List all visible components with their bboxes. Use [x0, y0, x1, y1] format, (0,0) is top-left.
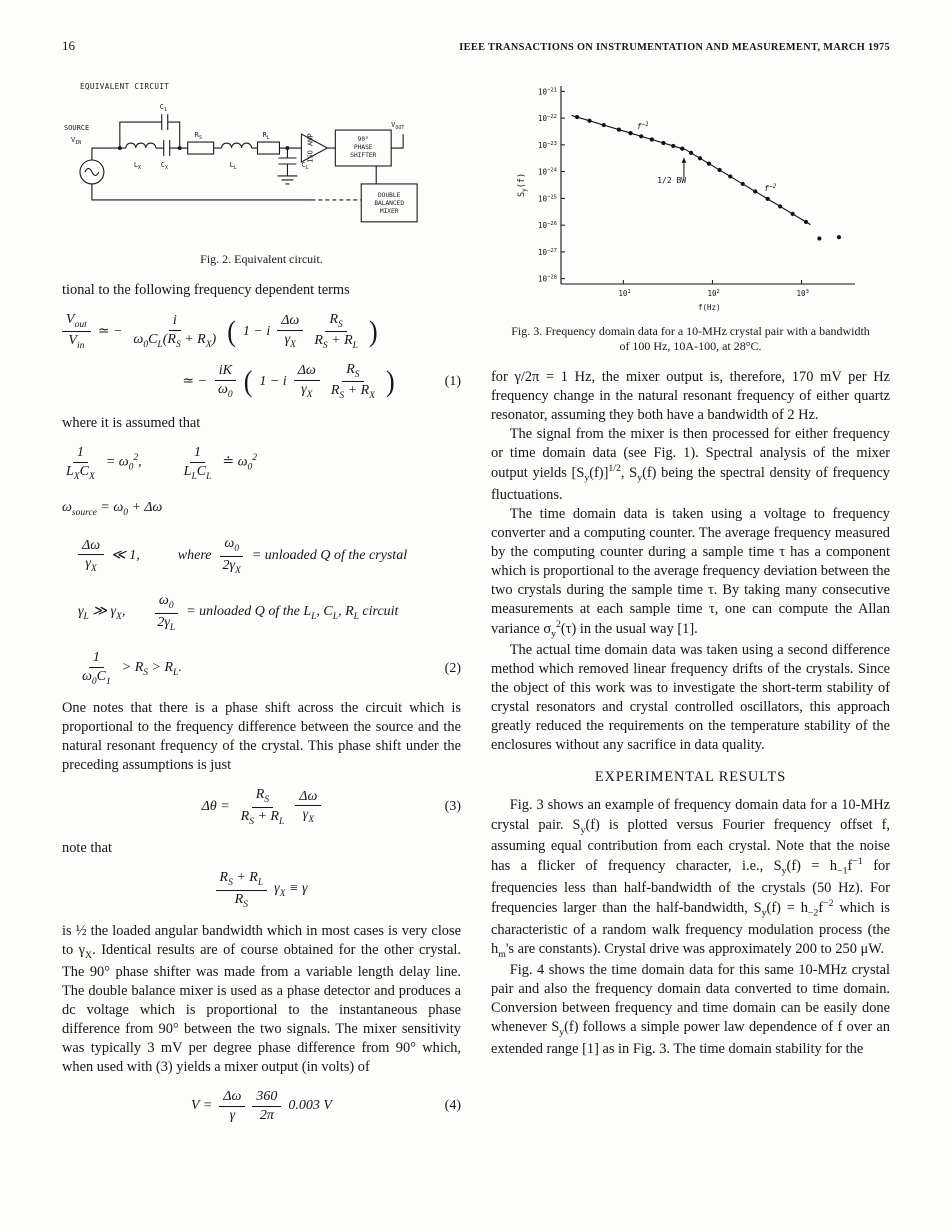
mixer-label: DOUBLE [378, 191, 401, 199]
equation-text: Δθ = [201, 799, 230, 815]
fraction: $\frac{iK}{\omega_0}$ [214, 363, 237, 400]
data-point [765, 197, 769, 201]
equation-line [62, 440, 461, 487]
data-point [671, 144, 675, 148]
source-label: SOURCE [63, 124, 90, 133]
paragraph: tional to the following frequency dependent terms [62, 282, 350, 298]
paragraph: Fig. 4 shows the time domain data for this same 10-MHz crystal pair and also the frequency domain data converted to time domain. Conversion between frequency and time domain can be easily done whenever $S_y(f)$ follows a simple power law dependence of f over an extended range [1] as in Fig. 3. The time domain stability for the [491, 962, 890, 1058]
equation-assumption-3 [62, 531, 461, 581]
fitted-lines [571, 115, 810, 224]
c1-label: $C_1$ [159, 103, 167, 113]
data-point [649, 137, 653, 141]
equation-text: 1 − i [259, 373, 287, 389]
figure-3-caption: Fig. 3. Frequency domain data for a 10-MHz crystal pair with a bandwidth of 100 Hz, 10A-100, at 28°C. [511, 324, 870, 353]
chart-annotations [636, 121, 776, 193]
cx-label: $C_X$ [160, 160, 168, 171]
fraction: $\frac{R_S}{R_S + R_L}$ [240, 787, 285, 827]
figure-2-caption: Fig. 2. Equivalent circuit. [200, 252, 323, 266]
equation-text: ≃ − [97, 323, 123, 339]
parenthesis: ) [385, 364, 395, 399]
paragraph: The time domain data is taken using a voltage to frequency converter and a computing counter. The average frequency measured by the computing counter during a sample time τ has a component which is proportional to the average frequency deviation between the two crystals during the sample time τ. By taking many consecutive measurements at each sample time τ, one can compute the Allan variance $\sigma_y^2(\tau)$ in the usual way [1]. [491, 505, 890, 640]
resistor-rl [258, 142, 280, 154]
right-column [491, 76, 890, 1135]
equation-text: $\omega_{source} = \omega_0 + \Delta\omega$ [62, 499, 163, 518]
paragraph: The signal from the mixer is then processed for either frequency or time domain data (see Fig. 1). Spectral analysis of the mixer output yields $[S_y(f)]^{1/2}$, $S_y(f)$ being the spectral density of frequency fluctuations. [491, 426, 890, 503]
equation-text: ≃ − [182, 373, 208, 389]
sine-icon [85, 168, 99, 175]
equation-gamma [62, 865, 461, 915]
svg-text:10−23: $10^{-23}$ [537, 140, 557, 150]
paragraph: where it is assumed that [62, 414, 201, 431]
data-point [697, 156, 701, 160]
equation-line [62, 645, 461, 692]
phase-shifter-label: 90° [357, 136, 369, 144]
vin-label: $V_{IN}$ [70, 136, 82, 146]
equation-assumption-4 [62, 588, 461, 638]
figure-2 [62, 76, 461, 267]
paragraph: Fig. 3 shows an example of frequency domain data for a 10-MHz crystal pair. $S_y(f)$ is plotted versus Fourier frequency offset f, assuming equal contribution from each crystal. Note that the noise has a flicker of frequency character, i.e., $S_y(f) = h_{-1}f^{-1}$ for frequencies less than half-bandwidth of the crystals (50 Hz). For frequencies larger than the half-bandwidth, $S_y(f) = h_{-2}f^{-2}$ which is characteristic of a random walk frequency modulation process (the $h_m's$ are constants). Crystal drive was approximately 200 to 250 μW. [491, 797, 891, 960]
data-point [728, 174, 732, 178]
svg-text:10−22: $10^{-22}$ [537, 114, 557, 124]
svg-text:10−26: $10^{-26}$ [537, 221, 557, 231]
rl-label: $R_L$ [262, 131, 270, 141]
left-column [62, 76, 461, 1135]
paragraph: is ½ the loaded angular bandwidth which in most cases is very close to $\gamma_X$. Identical results are of course obtained for the other crystal. The 90° phase shifter was made from a variable length delay line. The double balance mixer is used as a phase detector and produces a dc voltage which is proportional to the instantaneous phase difference from 90° between the two signals. The mixer sensitivity was typically 3 mV per degree phase difference from 90° which, when used with (3) yields a mixer output (in volts) of [62, 923, 461, 1076]
fraction: $\frac{\omega_0}{2\gamma_L}$ [153, 593, 179, 633]
data-point [740, 182, 744, 186]
journal-header: IEEE TRANSACTIONS ON INSTRUMENTATION AND MEASUREMENT, MARCH 1975 [459, 42, 890, 53]
fraction: $\frac{R_S}{R_S + R_X}$ [330, 361, 375, 402]
fraction: $\frac{R_S}{R_S + R_L}$ [314, 312, 358, 352]
annotation-label: $f^{-1}$ [636, 120, 649, 131]
equation-2 [62, 645, 461, 692]
rs-label: $R_S$ [194, 131, 202, 141]
lx-label: $L_X$ [133, 160, 142, 171]
fraction: $\frac{i}{\omega_0C_L(R_S + R_X)}$ [133, 313, 217, 350]
ground-icon [277, 176, 297, 184]
data-points [574, 115, 840, 241]
resistor-rs [188, 142, 214, 154]
page-number: 16 [62, 38, 75, 53]
equation-4 [62, 1084, 461, 1128]
equation-text: 1 − i [242, 323, 271, 339]
equation-number: (1) [444, 373, 461, 389]
svg-text:SHIFTER: SHIFTER [350, 152, 377, 160]
fraction: $\frac{1}{L_LC_L}$ [183, 444, 212, 482]
fraction: $\frac{1}{L_XC_X}$ [66, 444, 95, 482]
equation-text: = $\omega_0^2$, [105, 453, 142, 473]
svg-text:101: $10^1$ [617, 289, 631, 298]
equation-assumption-2 [62, 494, 461, 524]
svg-text:10−28: $10^{-28}$ [537, 274, 557, 284]
data-point [680, 147, 684, 151]
equation-number: (2) [444, 660, 461, 676]
equation-line [62, 494, 461, 524]
data-point [790, 212, 794, 216]
frequency-domain-chart [511, 76, 871, 316]
iso-amp-label: ISO AMP [306, 133, 315, 163]
parenthesis: ( [227, 315, 236, 349]
inductor-ll [222, 143, 252, 148]
inductor-lx [120, 143, 156, 148]
annotation-label: $f^{-2}$ [763, 182, 776, 193]
fraction: $\frac{\omega_0}{2\gamma_X}$ [218, 536, 244, 576]
svg-text:10−25: $10^{-25}$ [537, 194, 557, 204]
paragraph: for γ/2π = 1 Hz, the mixer output is, therefore, 170 mV per Hz frequency change in the natural resonant frequency of either quartz resonator, assuming they both have a bandwidth of 2 Hz. [491, 369, 890, 424]
equation-text: ≐ $\omega_0^2$ [222, 453, 258, 473]
equation-3 [62, 782, 461, 832]
equation-line [62, 357, 461, 407]
equation-text: $\gamma_L$ ≫ $\gamma_X$, [78, 604, 126, 622]
equation-text: = unloaded Q of the crystal [251, 548, 408, 564]
data-point [753, 189, 757, 193]
vout-label: $V_{OUT}$ [391, 121, 405, 131]
equation-line [62, 588, 461, 638]
parenthesis: ) [368, 315, 378, 349]
circuit-wiring [80, 114, 417, 222]
figure-3 [491, 76, 890, 354]
svg-text:103: $10^3$ [796, 289, 809, 298]
equation-text: V = [191, 1097, 213, 1113]
equation-1 [62, 307, 461, 407]
data-point [803, 220, 807, 224]
parenthesis: ( [243, 364, 253, 399]
equation-line [62, 865, 461, 915]
cl-label: $C_L$ [301, 160, 309, 171]
data-point [688, 151, 692, 155]
data-point [836, 235, 840, 239]
svg-text:PHASE: PHASE [353, 144, 373, 152]
paragraph: One notes that there is a phase shift across the circuit which is proportional to the frequency difference between the source and the natural resonant frequency of the crystal. This phase shift under the preceding assumptions is just [62, 700, 461, 774]
x-axis-label: f(Hz) [697, 303, 721, 312]
equation-text: $\gamma_X \equiv \gamma$ [274, 881, 308, 899]
svg-text:10−27: $10^{-27}$ [537, 247, 557, 257]
data-point [706, 161, 710, 165]
svg-text:102: $10^2$ [706, 289, 720, 298]
data-point [639, 134, 643, 138]
fraction: $\frac{1}{\omega_0C_1}$ [82, 650, 111, 687]
equation-text: = unloaded Q of the $L_L$, $C_L$, $R_L$ circuit [186, 604, 399, 622]
fraction: $\frac{\Delta\omega}{\gamma_X}$ [78, 538, 104, 575]
data-point [817, 236, 821, 240]
equation-text: ≪ 1, [111, 548, 140, 564]
equation-text: 0.003 V [288, 1097, 332, 1113]
data-point [778, 204, 782, 208]
fraction: $\frac{R_S + R_L}{R_S}$ [216, 870, 268, 910]
fraction: $\frac{V_{out}}{V_{in}}$ [62, 312, 91, 352]
equation-number: (3) [444, 799, 461, 815]
paragraph: The actual time domain data was taken using a second difference method which removed linear frequency drifts of the crystals. Since the object of this work was to investigate the short-term stability of crystal resonators and crystal controlled oscillators, this approach greatly reduced the requirements on the temperature stability of the enclosures without any sacrifice in data quality. [491, 642, 890, 754]
data-point [628, 131, 632, 135]
page-header [62, 38, 890, 54]
svg-text:10−21: $10^{-21}$ [537, 87, 557, 97]
fraction: $\frac{\Delta\omega}{\gamma_X}$ [277, 313, 303, 350]
data-point [616, 128, 620, 132]
fraction: $\frac{\Delta\omega}{\gamma}$ [219, 1089, 245, 1123]
paragraph: note that [62, 840, 112, 857]
svg-text:MIXER: MIXER [379, 207, 399, 215]
fraction: $\frac{360}{2\pi}$ [252, 1089, 281, 1123]
data-point [574, 115, 578, 119]
svg-text:10−24: $10^{-24}$ [537, 167, 557, 177]
equation-line [62, 307, 461, 357]
data-point [661, 141, 665, 145]
equivalent-circuit-diagram [62, 76, 461, 244]
equation-line [62, 531, 461, 581]
equation-number: (4) [444, 1097, 461, 1113]
section-heading: EXPERIMENTAL RESULTS [594, 769, 787, 786]
data-point [601, 123, 605, 127]
equation-line [62, 1084, 461, 1128]
equation-text: where [177, 548, 212, 564]
equation-text: > $R_S > R_L$. [121, 659, 182, 678]
chart-axes [561, 86, 855, 284]
fraction: $\frac{\Delta\omega}{\gamma_X}$ [294, 363, 320, 400]
two-column-layout [62, 76, 890, 1135]
data-point [717, 168, 721, 172]
circuit-title: EQUIVALENT CIRCUIT [79, 82, 170, 92]
equation-line [62, 782, 461, 832]
y-axis-label: $S_y(f)$ [516, 172, 528, 198]
fraction: $\frac{\Delta\omega}{\gamma_X}$ [295, 789, 321, 826]
svg-text:BALANCED: BALANCED [374, 199, 405, 207]
ll-label: $L_L$ [229, 160, 237, 171]
equation-assumption-1 [62, 440, 461, 487]
annotation-label: 1/2 BW [656, 175, 686, 185]
data-point [587, 119, 591, 123]
